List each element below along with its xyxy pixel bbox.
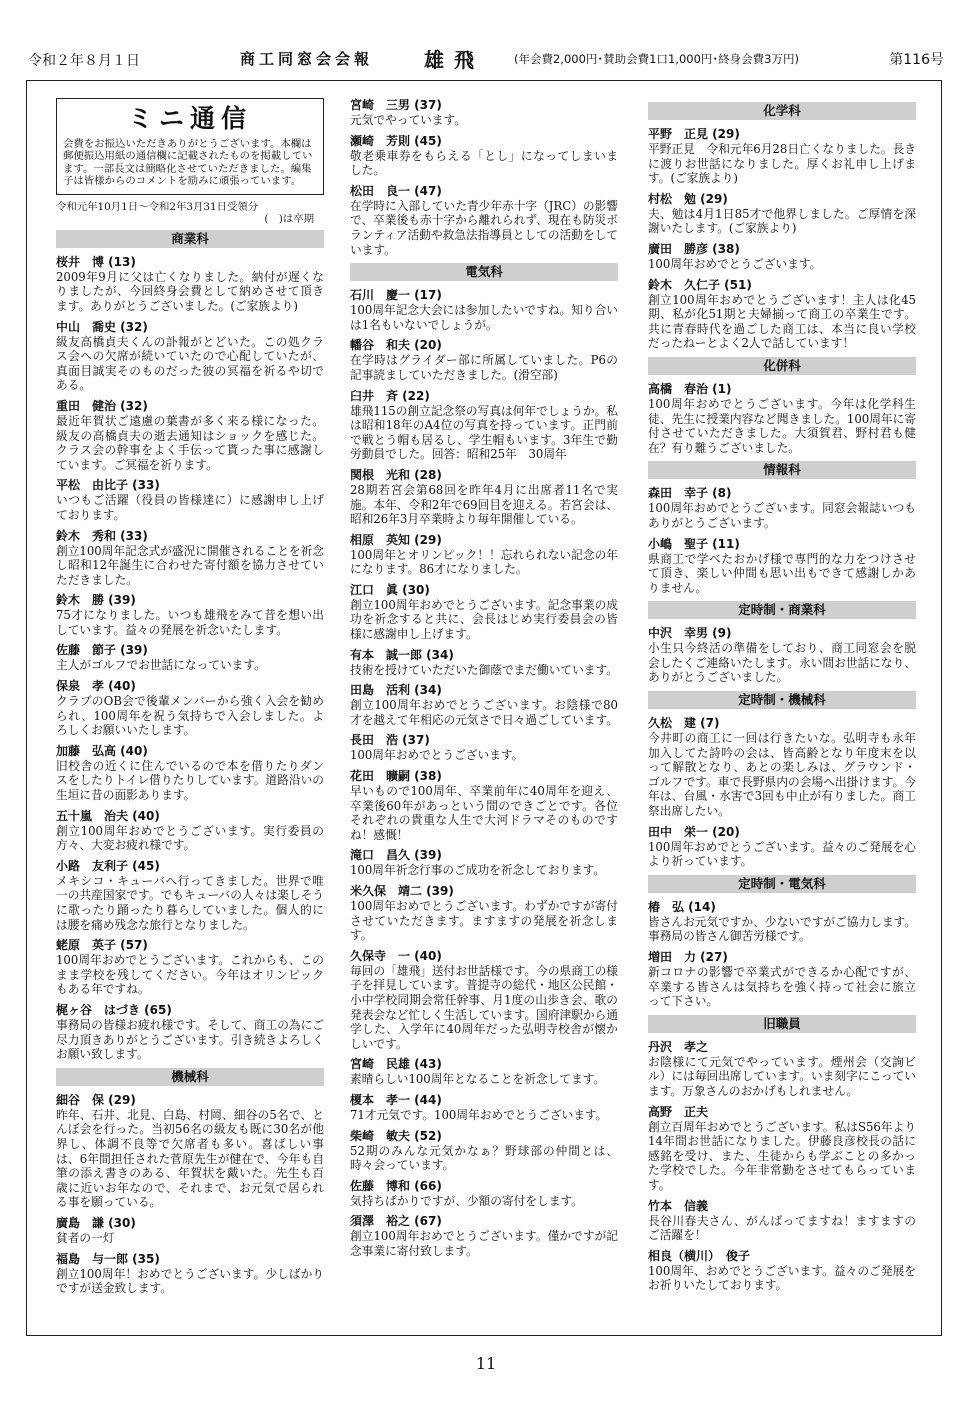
member-message: [350, 733, 618, 763]
member-message: [648, 1199, 916, 1243]
member-message: [648, 950, 916, 1009]
section-header: 旧職員: [648, 1015, 916, 1033]
member-message: [350, 184, 618, 257]
member-comment: 小生只今終活の準備をしており、商工同窓会を脱会したくご連絡いたします。永い間お世話になり、ありがとうございました。: [648, 641, 916, 685]
member-comment: 100周年とオリンピック！！忘れられない記念の年になります。86才になりました。: [350, 547, 618, 577]
issue-number: 第116号: [889, 52, 944, 68]
member-comment: 敬老乗車券をもらえる「とし」になってしまいました。: [350, 148, 618, 178]
member-name: 宮崎 三男 (37): [350, 98, 442, 112]
section-header: 商業科: [56, 230, 324, 248]
member-name: 鈴木 秀和 (33): [56, 528, 148, 543]
member-comment: 雄飛115の創立記念祭の写真は何年でしょうか。私は昭和18年のA4位の写真を持っています。正門前で戦とう帽も居るし、学生帽もいます。3年生で勤労動員でした。回答：昭和25年 30周年: [350, 403, 618, 462]
member-comment: 52期のみんな元気かなぁ？野球部の仲間とは、時々会っています。: [350, 1143, 618, 1173]
member-name: 鈴木 勝 (39): [56, 593, 136, 608]
member-message: [56, 255, 324, 314]
member-comment: 100周年記念大会には参加したいですね。知り合いは1名もいないでしょうが。: [350, 303, 618, 332]
member-name: 佐藤 節子 (39): [56, 643, 148, 658]
member-comment: 創立100周年おめでとうございます。記念事業の成功を祈念すると共に、会長はじめ実行委員会の皆様に感謝申し上げます。: [350, 597, 618, 642]
member-name: 須澤 裕之 (67): [350, 1214, 442, 1229]
member-message: [648, 382, 916, 455]
member-comment: 平野正見 令和元年6月28日亡くなりました。長きに渡りお世話になりました。厚くお礼申し上げます。(ご家族より): [648, 142, 916, 186]
member-comment: 100周年おめでとうございます。これからも、このまま学校を残してください。今年はオリンピックもある年ですね。: [56, 953, 324, 997]
section-header: 定時制・機械科: [648, 691, 916, 709]
member-name: 平松 由比子 (33): [56, 478, 160, 493]
member-comment: メキシコ・キューバへ行ってきました。世界で唯一の共産国家です。でもキューバの人々は楽しそうに歌ったり踊ったり暮らしていました。個人的には腰を痛め残念な旅行となりました。: [56, 873, 324, 932]
member-name: 田島 活利 (34): [350, 683, 442, 698]
member-comment: 新コロナの影響で卒業式ができるか心配ですが、卒業する皆さんは気持ちを強く持って社会に旅立って下さい。: [648, 965, 916, 1009]
member-message: [648, 486, 916, 530]
member-message: [56, 679, 324, 738]
member-name: 榎本 孝一 (44): [350, 1092, 442, 1107]
newsletter-title: 商工同窓会会報: [240, 50, 374, 68]
member-comment: 創立100周年！おめでとうございます。少しばかりですが送金致します。: [56, 1266, 324, 1296]
member-name: 高野 正夫: [648, 1104, 709, 1119]
member-comment: 昨年、石井、北見、白島、村岡、細谷の5名で、とんぼ会を行った。当初56名の級友も既に30名が他界し、体調不良等で欠席者も多い。喜ばしい事は、6年間担任された菅原先生が健在で、今年も自筆の添え書きのある、年賀状を戴いた。先生も百歳に近いお年なので、それまで、お元気で居られる事を願っている。: [56, 1107, 324, 1210]
column-middle: [350, 98, 618, 1265]
member-comment: 県商工で学べたおかげ様で専門的な力をつけさせて頂き、楽しい仲間も思い出もできて感謝しかありません。: [648, 551, 916, 595]
member-message: [350, 683, 618, 727]
member-message: [350, 1179, 618, 1209]
member-message: [648, 716, 916, 819]
member-comment: 素晴らしい100周年となることを祈念してます。: [350, 1072, 606, 1087]
member-message: [56, 809, 324, 853]
member-message: [350, 338, 618, 382]
member-message: [350, 288, 618, 332]
section-header: 情報科: [648, 461, 916, 479]
member-name: 五十嵐 治夫 (40): [56, 808, 160, 823]
member-comment: 旧校舎の近くに住んでいるので本を借りたりダンスをしたりトイレ借りたりしています。道路沿いの生垣に昔の面影あります。: [56, 758, 324, 803]
member-name: 丹沢 孝之: [648, 1039, 709, 1054]
member-name: 蛯原 英子 (57): [56, 938, 148, 953]
member-message: [350, 134, 618, 178]
member-name: 森田 幸子 (8): [648, 486, 732, 501]
member-comment: いつもご活躍（役員の皆様達に）に感謝申し上げております。: [56, 493, 324, 522]
member-message: [350, 1129, 618, 1173]
member-name: 花田 曠嗣 (38): [350, 769, 442, 784]
member-name: 関根 光和 (28): [350, 467, 442, 482]
member-message: [350, 389, 618, 462]
member-message: [56, 1216, 324, 1246]
member-message: [648, 825, 916, 869]
member-message: [648, 1249, 916, 1293]
member-message: [648, 1105, 916, 1193]
member-comment: 2009年9月に父は亡くなりました。納付が遅くなりましたが、今回終身会費として納めさせて頂きます。ありがとうございました。(ご家族より): [56, 269, 324, 313]
member-name: 宮崎 民雄 (43): [350, 1057, 442, 1072]
member-message: [56, 593, 324, 637]
member-name: 高橋 春治 (1): [648, 381, 732, 396]
member-comment: 気持ちばかりですが、少額の寄付をします。: [350, 1193, 583, 1208]
member-comment: 創立100周年おめでとうございます。お陰様で80才を越えて年相応の元気さで日々過ごしています。: [350, 698, 618, 727]
member-message: [350, 98, 618, 128]
mini-news-intro: 会費をお振込いただきありがとうございます。本欄は郵便振込用紙の通信欄に記載されたものを掲載しています。一部長文は簡略化させていただきました。編集子は皆様からのコメントを励みに頑張っています。: [63, 138, 313, 187]
member-name: 廣島 謙 (30): [56, 1215, 136, 1230]
member-message: [350, 884, 618, 943]
page-number: 11: [475, 1354, 497, 1373]
mini-news-title: ミニ通信: [127, 104, 252, 133]
receipt-period: 令和元年10月1日〜令和2年3月31日受領分: [56, 201, 259, 214]
member-comment: 創立百周年おめでとうございます。私はS56年より14年間お世話になりました。伊藤良彦校長の話に感銘を受け、また、生徒からも学ぶことの多かった学校でした。今年非常勤をさせてもらっています。: [648, 1119, 916, 1192]
member-comment: 100周年おめでとうございます。同窓会報誌いつもありがとうございます。: [648, 501, 916, 530]
member-comment: 貧者の一灯: [56, 1230, 115, 1245]
member-message: [648, 192, 916, 236]
issue-date: 令和２年８月１日: [28, 53, 140, 69]
member-message: [56, 320, 324, 393]
member-name: 鈴木 久仁子 (51): [648, 277, 752, 292]
member-message: [56, 1003, 324, 1062]
member-name: 久保寺 一 (40): [350, 948, 442, 963]
member-message: [648, 1040, 916, 1099]
column-left: [56, 98, 324, 1302]
member-comment: 毎回の「雄飛」送付お世話様です。今の県商工の様子を拝見しています。普提寺の総代・地区公民館・小中学校同期会常任幹事、月1度の山歩き会、歌の発表会など忙しく生活しています。国府津駅から通学した、入学年に40周年だった弘明寺校舎が懐かしいです。: [350, 963, 618, 1051]
member-comment: 創立100周年おめでとうございます！主人は化45期、私が化51期と夫婦揃って商工の卒業生です。共に青春時代を過ごした商工は、本当に良い学校だったねーとよく2人で話しています！: [648, 292, 916, 351]
member-name: 増田 力 (27): [648, 950, 728, 964]
member-comment: 皆さんお元気ですか、少ないですがご協力します。事務局の皆さん御苦労様です。: [648, 914, 916, 944]
column-right: [648, 98, 916, 1299]
member-comment: お陰様にて元気でやっています。煙州会（交詢ビル）には毎回出席しています。いま刻字にこっています。万象さんのおかげもしれません。: [648, 1054, 916, 1098]
member-message: [56, 399, 324, 472]
member-comment: 在学時はグライダー部に所属していました。P6の記事読ましていただきました。(滑空部): [350, 353, 618, 382]
member-comment: 今井町の商工に一回は行きたいな。弘明寺も永年加入してた詩吟の会は、皆高齢となり年度末を以って解散となり、あとの楽しみは、グラウンド・ゴルフです。車で長野県内の会場へ出掛けます。今年は、台風・水害で3回も中止が有りました。商工祭出席したい。: [648, 731, 916, 819]
member-comment: 早いもので100周年、卒業前年に40周年を迎え、卒業後60年があっという間のできごとです。各位それぞれの貴重な人生で大河ドラマそのものですね！感慨！: [350, 784, 618, 842]
member-comment: 創立100周年おめでとうございます。実行委員の方々、大変お疲れ様です。: [56, 823, 324, 853]
member-comment: 事務局の皆様お疲れ様です。そして、商工の為にご尽力頂きありがとうございます。引き続きよろしくお願い致します。: [56, 1017, 324, 1062]
member-name: 加藤 弘高 (40): [56, 743, 148, 758]
member-name: 久松 建 (7): [648, 716, 720, 731]
graduation-term-note: ( )は卒期: [264, 213, 314, 226]
member-comment: 100周年おめでとうございます。今年は化学科生徒、先生に授業内容など聞きました。100周年に寄付させていただきました。大須賀君、野村君も健在？有り難うございました。: [648, 396, 916, 455]
member-name: 相原 英知 (29): [350, 532, 442, 547]
member-comment: 創立100周年おめでとうございます。僅かですが記念事業に寄付致します。: [350, 1229, 618, 1258]
member-name: 桜井 博 (13): [56, 254, 136, 269]
member-name: 瀬崎 芳則 (45): [350, 133, 442, 148]
member-message: [350, 533, 618, 577]
member-message: [648, 900, 916, 944]
member-message: [350, 1214, 618, 1258]
member-message: [56, 478, 324, 522]
member-message: [56, 938, 324, 997]
newsletter-name: 雄飛: [424, 48, 484, 72]
member-comment: 最近年賀状ご遠慮の葉書が多く来る様になった。級友の高橋貞夫の逝去通知はショックを感じた。クラス会の幹事をよく手伝って貰った事に感謝しています。ご冥福を祈ります。: [56, 413, 324, 472]
member-message: [350, 583, 618, 642]
member-name: 廣田 勝彦 (38): [648, 241, 740, 256]
member-name: 小嶋 聖子 (11): [648, 536, 740, 551]
member-message: [350, 1057, 618, 1087]
member-name: 松田 良一 (47): [350, 183, 442, 198]
member-message: [56, 744, 324, 803]
member-comment: 技術を授けていただいた御蔭でまだ働いています。: [350, 662, 618, 677]
member-comment: 元気でやっています。: [350, 113, 466, 127]
member-name: 細谷 保 (29): [56, 1092, 136, 1107]
member-message: [648, 127, 916, 186]
section-header: 機械科: [56, 1068, 324, 1086]
member-name: 石川 慶一 (17): [350, 288, 442, 303]
member-comment: 主人がゴルフでお世話になっています。: [56, 658, 266, 673]
member-message: [350, 769, 618, 842]
member-message: [56, 643, 324, 673]
member-name: 竹本 信義: [648, 1198, 709, 1213]
page-header: [28, 46, 944, 70]
section-header: 定時制・電気科: [648, 875, 916, 893]
member-message: [56, 529, 324, 588]
member-comment: 100周年、おめでとうございます。益々のご発展をお祈りいたしております。: [648, 1263, 916, 1293]
member-name: 村松 勉 (29): [648, 191, 728, 206]
member-comment: クラブのOB会で後輩メンバーから強く入会を勧められ、100周年を祝う気持ちで入会しました。よろしくお願いいたします。: [56, 694, 324, 738]
member-name: 滝口 昌久 (39): [350, 848, 442, 863]
member-name: 保泉 孝 (40): [56, 679, 136, 694]
member-comment: 創立100周年記念式が盛況に開催されることを祈念し昭和12年誕生に合わせた寄付額を協力させていただきました。: [56, 543, 324, 587]
member-message: [350, 848, 618, 878]
member-name: 長田 浩 (37): [350, 733, 430, 748]
member-message: [350, 1093, 618, 1123]
section-header: 化学科: [648, 102, 916, 120]
membership-fees: (年会費2,000円･賛助会費1口1,000円･終身会費3万円): [514, 52, 799, 66]
member-name: 米久保 靖二 (39): [350, 884, 454, 898]
member-message: [350, 949, 618, 1052]
member-message: [648, 278, 916, 351]
member-name: 福島 与一郎 (35): [56, 1251, 160, 1266]
section-header: 定時制・商業科: [648, 601, 916, 619]
member-comment: 100周年おめでとうございます。わずかですが寄付させていただきます。ますますの発展を祈念します。: [350, 899, 618, 943]
section-header: 化併科: [648, 357, 916, 375]
member-message: [56, 1093, 324, 1210]
member-name: 重田 健治 (32): [56, 398, 148, 413]
member-message: [648, 626, 916, 685]
member-comment: 71才元気です。100周年おめでとうございます。: [350, 1107, 608, 1122]
member-comment: 75才になりました。いつも雄飛をみて昔を想い出しています。益々の発展を祈念いたします。: [56, 608, 324, 637]
member-name: 中山 喬史 (32): [56, 319, 148, 334]
section-header: 電気科: [350, 263, 618, 281]
member-comment: 級友高橋貞夫くんの訃報がとどいた。この処クラス会への欠席が続いていたので心配していたが、真面目誠実そのものだった彼の冥福を祈るや切である。: [56, 334, 324, 393]
mini-news-box: [56, 98, 324, 195]
member-comment: 100周年おめでとうございます。: [350, 748, 524, 763]
member-name: 有本 誠一郎 (34): [350, 647, 454, 662]
member-name: 柴崎 敏夫 (52): [350, 1128, 442, 1143]
member-name: 相良（横川） 俊子: [648, 1248, 751, 1263]
member-name: 幡谷 和夫 (20): [350, 338, 442, 353]
member-message: [648, 242, 916, 272]
member-name: 佐藤 博和 (66): [350, 1178, 442, 1193]
member-comment: 在学時に入部していた青少年赤十字（JRC）の影響で、卒業後も赤十字から離れられず、現在も防災ボランティア活動や救急法指導員としての活動をしています。: [350, 198, 618, 257]
member-comment: 100周年おめでとうございます。: [648, 256, 822, 271]
member-name: 小路 友利子 (45): [56, 858, 160, 873]
member-name: 椿 弘 (14): [648, 899, 716, 914]
member-comment: 28期若宮会第68回を昨年4月に出席者11名で実施。本年、令和2年で69回目を迎える。若宮会は、昭和26年3月卒業時より毎年開催している。: [350, 482, 618, 527]
member-comment: 長谷川春夫さん、がんばってますね！ますますのご活躍を！: [648, 1213, 916, 1243]
member-comment: 夫、勉は4月1日85才で他界しました。ご厚情を深謝いたします。(ご家族より): [648, 206, 916, 236]
member-name: 江口 眞 (30): [350, 582, 430, 597]
member-name: 平野 正見 (29): [648, 127, 740, 141]
member-name: 中沢 幸男 (9): [648, 626, 732, 641]
member-message: [648, 537, 916, 596]
member-message: [350, 468, 618, 527]
member-comment: 100周年祈念行事のご成功を祈念しております。: [350, 863, 606, 878]
member-message: [56, 1252, 324, 1296]
member-message: [56, 859, 324, 932]
member-comment: 100周年おめでとうございます。益々のご発展を心より祈っています。: [648, 839, 916, 869]
member-name: 田中 栄一 (20): [648, 824, 740, 839]
member-name: 梶ヶ谷 はづき (65): [56, 1002, 172, 1017]
member-message: [350, 648, 618, 678]
member-name: 臼井 斉 (22): [350, 388, 430, 403]
